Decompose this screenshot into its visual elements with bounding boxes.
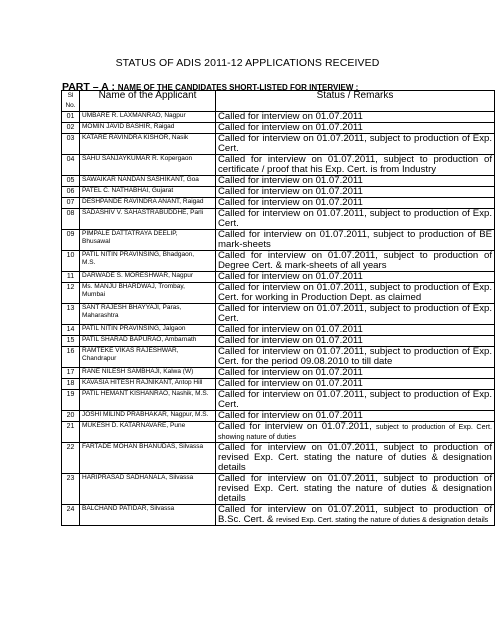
row-status: Called for interview on 01.07.2011, subject to production of Exp. Cert. showing nature of duties	[216, 422, 495, 443]
part-heading: PART – A : NAME OF THE CANDIDATES SHORT-LISTED FOR INTERVIEW :	[62, 81, 359, 93]
row-sl: 03	[62, 134, 80, 155]
row-sl: 08	[62, 209, 80, 230]
header-row	[62, 91, 495, 112]
row-status: Called for interview on 01.07.2011	[216, 123, 495, 134]
candidates-table	[61, 90, 495, 526]
table-row	[62, 209, 495, 230]
table-row	[62, 134, 495, 155]
row-status: Called for interview on 01.07.2011, subject to production of Exp. Cert. for the period 09.08.2010 to till date	[216, 347, 495, 368]
table-row	[62, 123, 495, 134]
table-row	[62, 347, 495, 368]
table-row	[62, 198, 495, 209]
row-status: Called for interview on 01.07.2011, subject to production of certificate / proof that his Exp. Cert. is from Industry	[216, 155, 495, 176]
row-name: UMBARE R. LAXMANRAO, Nagpur	[80, 112, 216, 123]
row-name: BALCHAND PATIDAR, Silvassa	[80, 505, 216, 526]
row-sl: 17	[62, 368, 80, 379]
row-status: Called for interview on 01.07.2011	[216, 187, 495, 198]
row-name: MUKESH D. KATARNAVARE, Pune	[80, 422, 216, 443]
row-status: Called for interview on 01.07.2011, subject to production of Exp. Cert. for working in Production Dept. as claimed	[216, 283, 495, 304]
row-status: Called for interview on 01.07.2011	[216, 112, 495, 123]
table-row	[62, 251, 495, 272]
row-name: MOMIN JAVID BASHIR, Raigad	[80, 123, 216, 134]
row-sl: 15	[62, 336, 80, 347]
table-row	[62, 443, 495, 474]
row-sl: 23	[62, 474, 80, 505]
row-name: JOSHI MILIND PRABHAKAR, Nagpur, M.S.	[80, 411, 216, 422]
row-sl: 10	[62, 251, 80, 272]
table-row	[62, 336, 495, 347]
row-sl: 09	[62, 230, 80, 251]
row-name: KATARE RAVINDRA KISHOR, Nasik	[80, 134, 216, 155]
document-title: STATUS OF ADIS 2011-12 APPLICATIONS RECEIVED	[115, 57, 380, 69]
header-status: Status / Remarks	[216, 91, 495, 112]
row-status: Called for interview on 01.07.2011, subject to production of Exp. Cert.	[216, 304, 495, 325]
row-sl: 04	[62, 155, 80, 176]
row-name: PIMPALE DATTATRAYA DEELIP, Bhusawal	[80, 230, 216, 251]
table-row	[62, 283, 495, 304]
row-status: Called for interview on 01.07.2011, subject to production of revised Exp. Cert. stating the nature of duties & designation details	[216, 474, 495, 505]
row-name: SANT RAJESH BHAYYAJI, Paras, Maharashtra	[80, 304, 216, 325]
row-name: PATIL NITIN PRAVINSING, Bhadgaon, M.S.	[80, 251, 216, 272]
row-name: DARWADE S. MORESHWAR, Nagpur	[80, 272, 216, 283]
row-sl: 22	[62, 443, 80, 474]
row-name: PATIL SHARAD BAPURAO, Ambarnath	[80, 336, 216, 347]
row-status: Called for interview on 01.07.2011, subject to production of Degree Cert. & mark-sheets of all years	[216, 251, 495, 272]
table-row	[62, 411, 495, 422]
row-name: PATIL NITIN PRAVINSING, Jalgaon	[80, 325, 216, 336]
row-sl: 14	[62, 325, 80, 336]
row-sl: 06	[62, 187, 80, 198]
row-status: Called for interview on 01.07.2011	[216, 411, 495, 422]
table-row	[62, 368, 495, 379]
row-status: Called for interview on 01.07.2011	[216, 325, 495, 336]
row-sl: 12	[62, 283, 80, 304]
row-sl: 05	[62, 176, 80, 187]
row-name: DESHPANDE RAVINDRA ANANT, Raigad	[80, 198, 216, 209]
table-row	[62, 304, 495, 325]
table-row	[62, 155, 495, 176]
table-row	[62, 474, 495, 505]
table-row	[62, 390, 495, 411]
table-row	[62, 505, 495, 526]
row-name: KAVASIA HITESH RAJNIKANT, Antop Hill	[80, 379, 216, 390]
row-sl: 24	[62, 505, 80, 526]
row-status: Called for interview on 01.07.2011, subject to production of revised Exp. Cert. stating the nature of duties & designation details	[216, 443, 495, 474]
row-sl: 19	[62, 390, 80, 411]
row-status: Called for interview on 01.07.2011	[216, 336, 495, 347]
row-name: Ms. MANJU BHARDWAJ, Trombay, Mumbai	[80, 283, 216, 304]
row-status: Called for interview on 01.07.2011, subject to production of B.Sc. Cert. & revised Exp. Cert. stating the nature of duties & designation details	[216, 505, 495, 526]
row-name: FARTADE MOHAN BHANUDAS, Silvassa	[80, 443, 216, 474]
row-sl: 21	[62, 422, 80, 443]
row-sl: 02	[62, 123, 80, 134]
row-sl: 11	[62, 272, 80, 283]
table-row	[62, 379, 495, 390]
part-label: PART – A	[62, 81, 109, 93]
header-sl: Sl No.	[62, 91, 80, 112]
row-name: SAWAIKAR NANDAN SASHIKANT, Goa	[80, 176, 216, 187]
row-status: Called for interview on 01.07.2011	[216, 272, 495, 283]
row-name: RAMTEKE VIKAS RAJESHWAR, Chandrapur	[80, 347, 216, 368]
row-status: Called for interview on 01.07.2011	[216, 198, 495, 209]
part-title: NAME OF THE CANDIDATES SHORT-LISTED FOR INTERVIEW :	[117, 83, 359, 92]
table-row	[62, 187, 495, 198]
row-name: HARIPRASAD SADHANALA, Silvassa	[80, 474, 216, 505]
row-status: Called for interview on 01.07.2011	[216, 368, 495, 379]
header-name: Name of the Applicant	[80, 91, 216, 112]
row-status: Called for interview on 01.07.2011	[216, 176, 495, 187]
row-sl: 01	[62, 112, 80, 123]
row-status: Called for interview on 01.07.2011, subject to production of Exp. Cert.	[216, 209, 495, 230]
row-sl: 18	[62, 379, 80, 390]
row-name: PATEL C. NATHABHAI, Gujarat	[80, 187, 216, 198]
table-row	[62, 176, 495, 187]
row-status: Called for interview on 01.07.2011, subject to production of Exp. Cert.	[216, 134, 495, 155]
row-sl: 16	[62, 347, 80, 368]
table-row	[62, 325, 495, 336]
table-row	[62, 112, 495, 123]
table-row	[62, 230, 495, 251]
row-status: Called for interview on 01.07.2011, subject to production of Exp. Cert.	[216, 390, 495, 411]
row-status: Called for interview on 01.07.2011, subject to production of BE mark-sheets	[216, 230, 495, 251]
row-status: Called for interview on 01.07.2011	[216, 379, 495, 390]
row-name: SAHU SANJAYKUMAR R. Kopergaon	[80, 155, 216, 176]
table-row	[62, 422, 495, 443]
table-row	[62, 272, 495, 283]
row-sl: 13	[62, 304, 80, 325]
row-name: RANE NILESH SAMBHAJI, Kalwa (W)	[80, 368, 216, 379]
row-sl: 07	[62, 198, 80, 209]
row-name: PATIL HEMANT KISHANRAO, Nashik, M.S.	[80, 390, 216, 411]
row-sl: 20	[62, 411, 80, 422]
row-name: SADASHIV V. SAHASTRABUDDHE, Parli	[80, 209, 216, 230]
